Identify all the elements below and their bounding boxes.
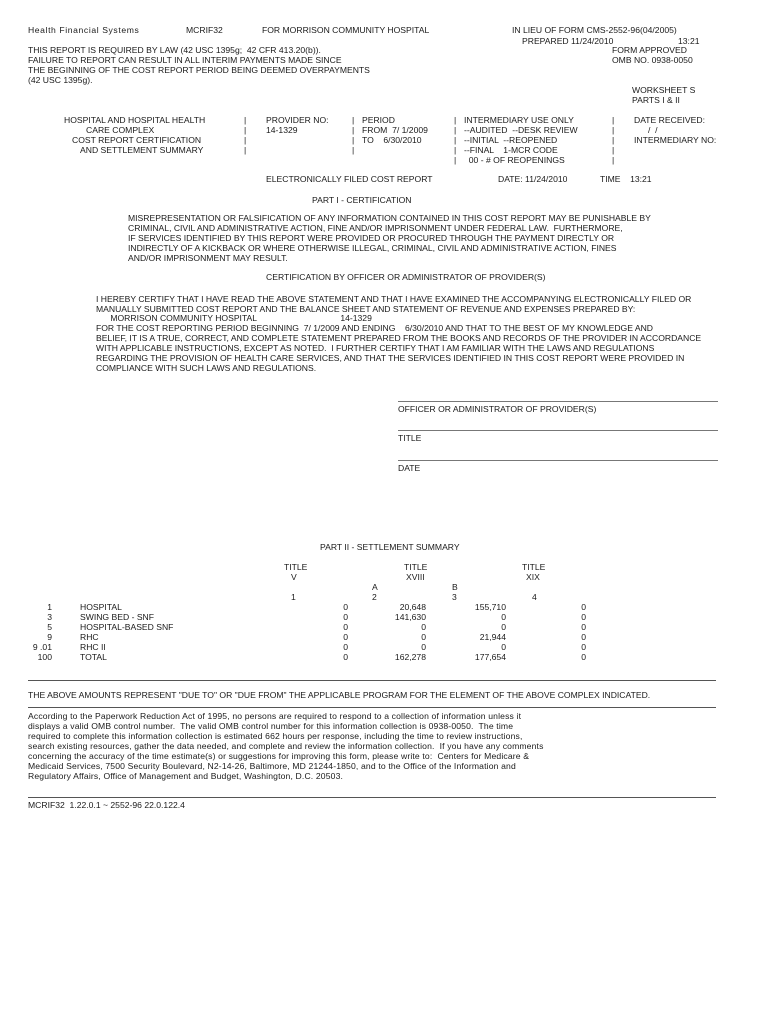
paperwork-line: search existing resources, gather the data needed, and complete and review the information collection. If you have any comments bbox=[28, 741, 544, 751]
row-value-xviii-b: 155,710 bbox=[474, 602, 506, 612]
row-value-xviii-a: 20,648 bbox=[399, 602, 426, 612]
intermediary-line: INTERMEDIARY USE ONLY bbox=[464, 115, 574, 125]
row-value-title-v: 0 bbox=[343, 642, 348, 652]
form-title-line: COST REPORT CERTIFICATION bbox=[72, 135, 202, 145]
row-value-xix: 0 bbox=[581, 652, 586, 662]
row-value-title-v: 0 bbox=[343, 612, 348, 622]
title-signature-line[interactable] bbox=[398, 430, 718, 431]
warning-line: AND/OR IMPRISONMENT MAY RESULT. bbox=[128, 253, 288, 263]
notice-line: (42 USC 1395g). bbox=[28, 75, 93, 85]
paperwork-line: Regulatory Affairs, Office of Management and Budget, Washington, D.C. 20503. bbox=[28, 771, 344, 781]
cert-text-line: FOR THE COST REPORTING PERIOD BEGINNING 7/ 1/2009 AND ENDING 6/30/2010 AND THAT TO THE BEST OF MY KNOWLEDGE AND bbox=[96, 323, 653, 333]
form-approved: FORM APPROVED bbox=[612, 45, 687, 55]
period-label: PERIOD bbox=[362, 115, 395, 125]
column-divider: | bbox=[612, 115, 615, 125]
col-header-title-xix: XIX bbox=[526, 572, 540, 582]
column-divider: | bbox=[454, 135, 457, 145]
column-divider: | bbox=[454, 115, 457, 125]
row-value-xix: 0 bbox=[581, 642, 586, 652]
cert-text-line: WITH APPLICABLE INSTRUCTIONS, EXCEPT AS NOTED. I FURTHER CERTIFY THAT I AM FAMILIAR WITH THE LAWS AND REGULATIONS bbox=[96, 343, 655, 353]
column-divider: | bbox=[352, 115, 355, 125]
col-header-title-xviii: XVIII bbox=[406, 572, 425, 582]
col-number: 3 bbox=[452, 592, 457, 602]
cert-text-line: BELIEF, IT IS A TRUE, CORRECT, AND COMPLETE STATEMENT PREPARED FROM THE BOOKS AND RECORDS OF THE PROVIDER IN ACCORDANCE bbox=[96, 333, 702, 343]
row-value-xviii-a: 0 bbox=[421, 622, 426, 632]
row-value-xviii-b: 177,654 bbox=[474, 652, 506, 662]
row-label: HOSPITAL bbox=[80, 602, 122, 612]
column-divider: | bbox=[612, 155, 615, 165]
date-signature-line[interactable] bbox=[398, 460, 718, 461]
version-string: MCRIF32 1.22.0.1 ~ 2552-96 22.0.122.4 bbox=[28, 800, 185, 810]
row-label: RHC II bbox=[80, 642, 106, 652]
row-line-number: 9 bbox=[47, 632, 52, 642]
paperwork-line: displays a valid OMB control number. The valid OMB control number for this information collection is 0938-0050. The time bbox=[28, 721, 514, 731]
intermediary-line: --FINAL 1-MCR CODE bbox=[464, 145, 558, 155]
form-title-line: CARE COMPLEX bbox=[86, 125, 155, 135]
col-header-title-v: V bbox=[291, 572, 297, 582]
col-header-title-xviii: TITLE bbox=[404, 562, 428, 572]
row-value-xix: 0 bbox=[581, 602, 586, 612]
period-to: TO 6/30/2010 bbox=[362, 135, 422, 145]
provider-no-value: 14-1329 bbox=[266, 125, 298, 135]
col-sub-a: A bbox=[372, 582, 378, 592]
title-signature-label: TITLE bbox=[398, 433, 422, 443]
omb-number: OMB NO. 0938-0050 bbox=[612, 55, 693, 65]
part1-heading: PART I - CERTIFICATION bbox=[312, 195, 412, 205]
electronic-filing-label: ELECTRONICALLY FILED COST REPORT bbox=[266, 174, 433, 184]
cert-text-line: COMPLIANCE WITH SUCH LAWS AND REGULATIONS. bbox=[96, 363, 317, 373]
row-value-xviii-a: 162,278 bbox=[394, 652, 426, 662]
notice-line: FAILURE TO REPORT CAN RESULT IN ALL INTERIM PAYMENTS MADE SINCE bbox=[28, 55, 342, 65]
row-value-xviii-a: 141,630 bbox=[394, 612, 426, 622]
provider-for: FOR MORRISON COMMUNITY HOSPITAL bbox=[262, 25, 430, 35]
row-value-xix: 0 bbox=[581, 612, 586, 622]
paperwork-line: Medicaid Services, 7500 Security Boulevard, N2-14-26, Baltimore, MD 21244-1850, and to the Office of the Information and bbox=[28, 761, 516, 771]
column-divider: | bbox=[612, 145, 615, 155]
divider bbox=[28, 797, 716, 798]
provider-no-label: PROVIDER NO: bbox=[266, 115, 329, 125]
row-value-xix: 0 bbox=[581, 622, 586, 632]
column-divider: | bbox=[352, 135, 355, 145]
warning-line: MISREPRESENTATION OR FALSIFICATION OF ANY INFORMATION CONTAINED IN THIS COST REPORT MAY BE PUNISHABLE BY bbox=[128, 213, 651, 223]
cert-text-line: I HEREBY CERTIFY THAT I HAVE READ THE ABOVE STATEMENT AND THAT I HAVE EXAMINED THE ACCOMPANYING ELECTRONICALLY FILED OR bbox=[96, 294, 692, 304]
part2-heading: PART II - SETTLEMENT SUMMARY bbox=[320, 542, 460, 552]
column-divider: | bbox=[244, 135, 247, 145]
parts-label: PARTS I & II bbox=[632, 95, 680, 105]
row-value-xviii-a: 0 bbox=[421, 632, 426, 642]
warning-line: CRIMINAL, CIVIL AND ADMINISTRATIVE ACTION, FINE AND/OR IMPRISONMENT UNDER FEDERAL LAW. FURTHERMORE, bbox=[128, 223, 623, 233]
form-lieu: IN LIEU OF FORM CMS-2552-96(04/2005) bbox=[512, 25, 677, 35]
form-title-line: AND SETTLEMENT SUMMARY bbox=[80, 145, 204, 155]
row-label: HOSPITAL-BASED SNF bbox=[80, 622, 174, 632]
col-header-title-v: TITLE bbox=[284, 562, 308, 572]
column-divider: | bbox=[454, 145, 457, 155]
cert-text-line: MORRISON COMMUNITY HOSPITAL 14-1329 bbox=[96, 313, 372, 323]
col-sub-b: B bbox=[452, 582, 458, 592]
amounts-note: THE ABOVE AMOUNTS REPRESENT "DUE TO" OR "DUE FROM" THE APPLICABLE PROGRAM FOR THE ELEMENT OF THE ABOVE COMPLEX INDICATED. bbox=[28, 690, 651, 700]
row-value-xviii-a: 0 bbox=[421, 642, 426, 652]
cert-text-line: MANUALLY SUBMITTED COST REPORT AND THE BALANCE SHEET AND STATEMENT OF REVENUE AND EXPENSES PREPARED BY: bbox=[96, 304, 636, 314]
row-line-number: 5 bbox=[47, 622, 52, 632]
row-line-number: 9 .01 bbox=[32, 642, 52, 652]
column-divider: | bbox=[352, 145, 355, 155]
column-divider: | bbox=[244, 145, 247, 155]
row-value-xviii-b: 0 bbox=[501, 612, 506, 622]
electronic-filing-time: TIME 13:21 bbox=[600, 174, 652, 184]
date-received-label: DATE RECEIVED: bbox=[634, 115, 705, 125]
row-value-title-v: 0 bbox=[343, 602, 348, 612]
intermediary-line: 00 - # OF REOPENINGS bbox=[464, 155, 565, 165]
row-label: TOTAL bbox=[80, 652, 107, 662]
paperwork-line: According to the Paperwork Reduction Act of 1995, no persons are required to respond to a collection of information unless it bbox=[28, 711, 522, 721]
intermediary-line: --AUDITED --DESK REVIEW bbox=[464, 125, 578, 135]
officer-signature-line[interactable] bbox=[398, 401, 718, 402]
period-from: FROM 7/ 1/2009 bbox=[362, 125, 428, 135]
date-received-value: / / bbox=[648, 125, 658, 135]
officer-signature-label: OFFICER OR ADMINISTRATOR OF PROVIDER(S) bbox=[398, 404, 597, 414]
column-divider: | bbox=[244, 125, 247, 135]
divider bbox=[28, 680, 716, 681]
cert-text-line: REGARDING THE PROVISION OF HEALTH CARE SERVICES, AND THAT THE SERVICES IDENTIFIED IN THIS COST REPORT WERE PROVIDED IN bbox=[96, 353, 685, 363]
form-title-line: HOSPITAL AND HOSPITAL HEALTH bbox=[64, 115, 206, 125]
column-divider: | bbox=[454, 125, 457, 135]
program-name: MCRIF32 bbox=[186, 25, 223, 35]
row-value-title-v: 0 bbox=[343, 652, 348, 662]
column-divider: | bbox=[612, 125, 615, 135]
row-value-xviii-b: 21,944 bbox=[479, 632, 506, 642]
row-value-xix: 0 bbox=[581, 632, 586, 642]
col-number: 4 bbox=[532, 592, 537, 602]
intermediary-line: --INITIAL --REOPENED bbox=[464, 135, 558, 145]
row-line-number: 1 bbox=[47, 602, 52, 612]
row-label: SWING BED - SNF bbox=[80, 612, 155, 622]
column-divider: | bbox=[352, 125, 355, 135]
column-divider: | bbox=[244, 115, 247, 125]
row-line-number: 3 bbox=[47, 612, 52, 622]
column-divider: | bbox=[612, 135, 615, 145]
warning-line: INDIRECTLY OF A KICKBACK OR WHERE OTHERWISE ILLEGAL, CRIMINAL, CIVIL AND ADMINISTRATIVE ACTION, FINES bbox=[128, 243, 617, 253]
col-number: 2 bbox=[372, 592, 377, 602]
row-value-xviii-b: 0 bbox=[501, 622, 506, 632]
col-number: 1 bbox=[291, 592, 296, 602]
electronic-filing-date: DATE: 11/24/2010 bbox=[498, 174, 568, 184]
worksheet-label: WORKSHEET S bbox=[632, 85, 696, 95]
column-divider: | bbox=[454, 155, 457, 165]
prepared-time: 13:21 bbox=[678, 36, 700, 46]
row-value-title-v: 0 bbox=[343, 622, 348, 632]
paperwork-line: concerning the accuracy of the time estimate(s) or suggestions for improving this form, please write to: Centers for Medicare & bbox=[28, 751, 530, 761]
paperwork-line: required to complete this information collection is estimated 662 hours per response, including the time to review instructions, bbox=[28, 731, 523, 741]
divider bbox=[28, 707, 716, 708]
date-signature-label: DATE bbox=[398, 463, 421, 473]
intermediary-no-label: INTERMEDIARY NO: bbox=[634, 135, 717, 145]
notice-line: THIS REPORT IS REQUIRED BY LAW (42 USC 1395g; 42 CFR 413.20(b)). bbox=[28, 45, 321, 55]
row-line-number: 100 bbox=[37, 652, 52, 662]
notice-line: THE BEGINNING OF THE COST REPORT PERIOD BEING DEEMED OVERPAYMENTS bbox=[28, 65, 370, 75]
certification-heading: CERTIFICATION BY OFFICER OR ADMINISTRATOR OF PROVIDER(S) bbox=[266, 272, 546, 282]
row-label: RHC bbox=[80, 632, 99, 642]
prepared-date: PREPARED 11/24/2010 bbox=[522, 36, 614, 46]
col-header-title-xix: TITLE bbox=[522, 562, 546, 572]
row-value-xviii-b: 0 bbox=[501, 642, 506, 652]
row-value-title-v: 0 bbox=[343, 632, 348, 642]
vendor-name: Health Financial Systems bbox=[28, 25, 140, 35]
warning-line: IF SERVICES IDENTIFIED BY THIS REPORT WERE PROVIDED OR PROCURED THROUGH THE PAYMENT DIRECTLY OR bbox=[128, 233, 615, 243]
